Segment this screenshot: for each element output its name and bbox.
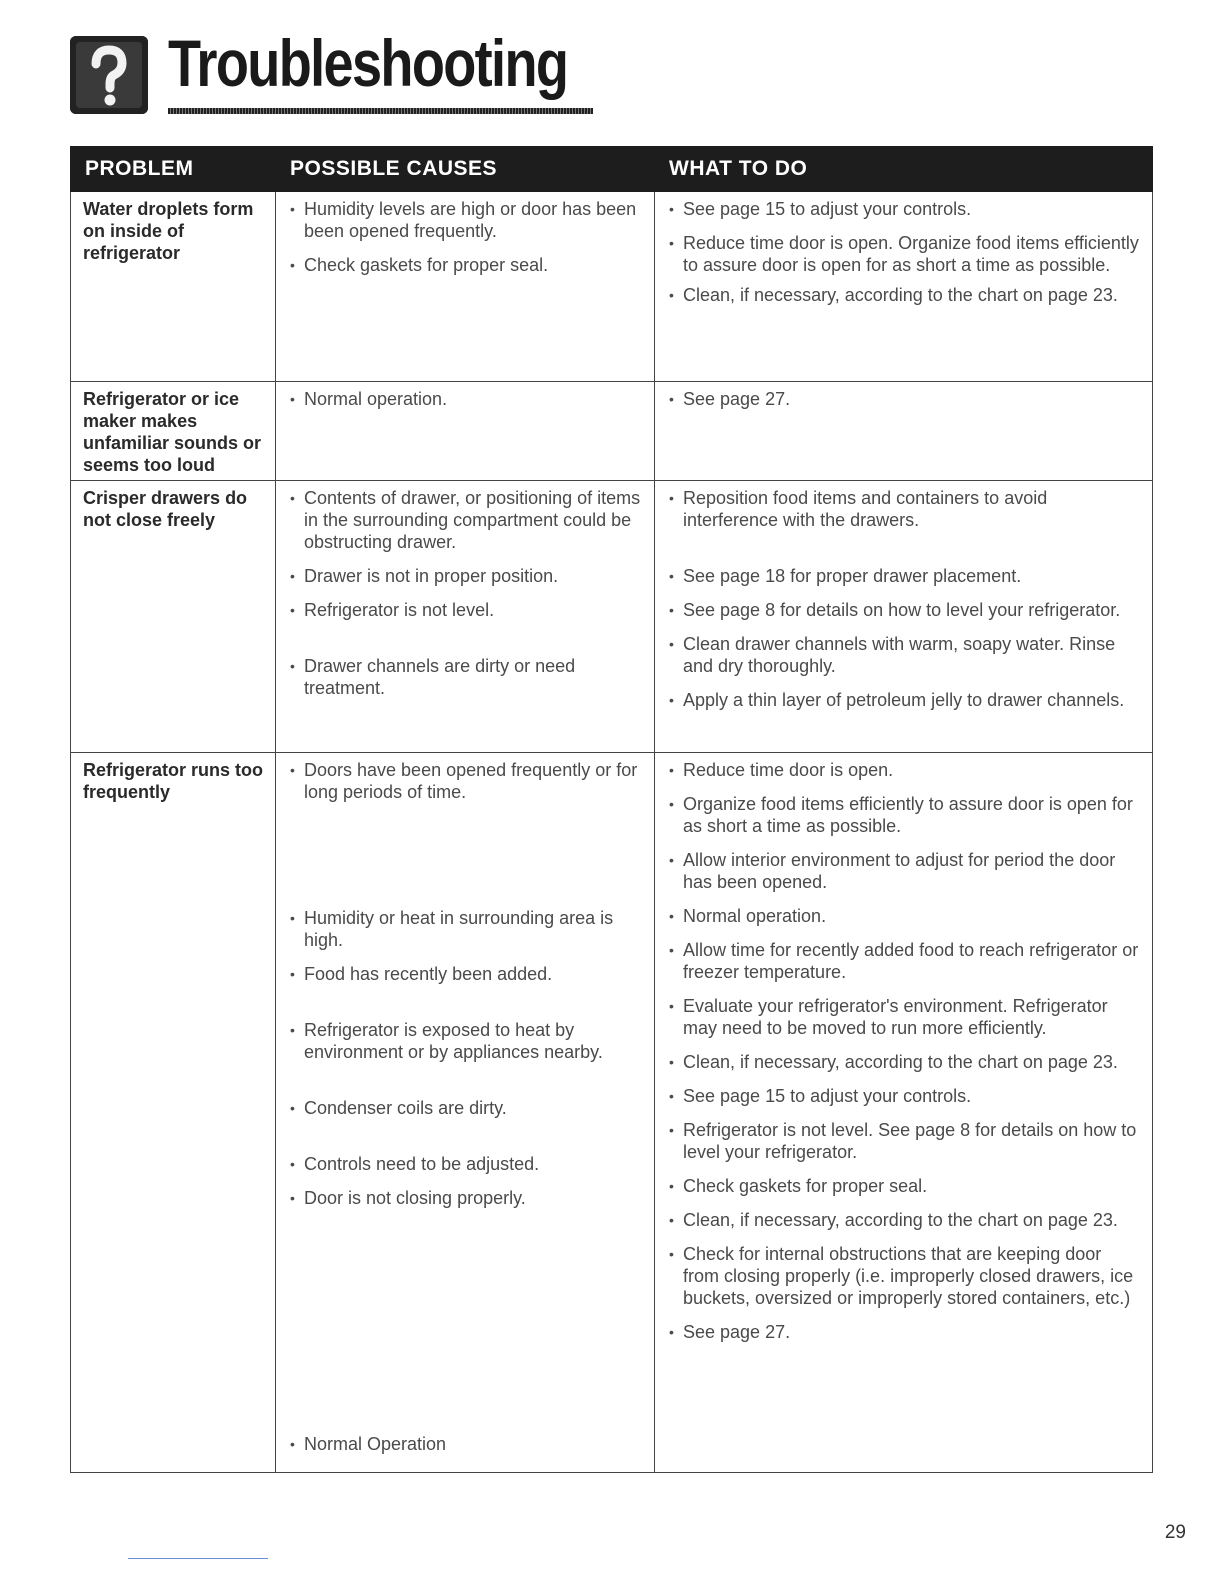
cause-item: • Drawer channels are dirty or need treatment. <box>286 655 644 699</box>
action-item: • Clean, if necessary, according to the chart on page 23. <box>665 284 1142 306</box>
problem-cell: Refrigerator runs too frequently <box>71 753 276 1473</box>
action-item: • Normal operation. <box>665 905 1142 927</box>
page-number: 29 <box>1164 1522 1186 1543</box>
cause-item: • Contents of drawer, or positioning of items in the surrounding compartment could be obstructing drawer. <box>286 487 644 553</box>
action-item: • Check gaskets for proper seal. <box>665 1175 1142 1197</box>
actions-cell <box>655 481 1153 753</box>
actions-list <box>665 198 1142 306</box>
cause-item: • Condenser coils are dirty. <box>286 1097 644 1119</box>
cause-item: • Door is not closing properly. <box>286 1187 644 1209</box>
cause-item: • Refrigerator is not level. <box>286 599 644 621</box>
cause-item: • Normal Operation <box>286 1433 644 1455</box>
problem-cell: Refrigerator or ice maker makes unfamiliar sounds or seems too loud <box>71 382 276 481</box>
action-item: • Clean drawer channels with warm, soapy water. Rinse and dry thoroughly. <box>665 633 1142 677</box>
cause-item: • Refrigerator is exposed to heat by environment or by appliances nearby. <box>286 1019 644 1063</box>
page-title: Troubleshooting <box>168 26 568 100</box>
actions-list <box>665 487 1142 711</box>
action-item: • See page 27. <box>665 388 1142 410</box>
actions-cell <box>655 382 1153 481</box>
cause-item: • Controls need to be adjusted. <box>286 1153 644 1175</box>
action-item: • See page 8 for details on how to level your refrigerator. <box>665 599 1142 621</box>
cause-item: • Doors have been opened frequently or for long periods of time. <box>286 759 644 803</box>
action-item: • See page 15 to adjust your controls. <box>665 198 1142 220</box>
table-row <box>71 382 1153 481</box>
action-item: • See page 18 for proper drawer placement. <box>665 565 1142 587</box>
problem-cell: Crisper drawers do not close freely <box>71 481 276 753</box>
actions-cell <box>655 753 1153 1473</box>
footer-rule <box>128 1558 268 1559</box>
table-body <box>71 192 1153 1473</box>
question-mark-icon <box>70 36 148 114</box>
troubleshooting-table <box>70 146 1153 1473</box>
actions-cell <box>655 192 1153 382</box>
cause-item: • Normal operation. <box>286 388 644 410</box>
action-item: • Clean, if necessary, according to the chart on page 23. <box>665 1209 1142 1231</box>
action-item: • Evaluate your refrigerator's environment. Refrigerator may need to be moved to run more efficiently. <box>665 995 1142 1039</box>
table-row <box>71 481 1153 753</box>
action-item: • Allow interior environment to adjust for period the door has been opened. <box>665 849 1142 893</box>
causes-cell <box>276 382 655 481</box>
table-row <box>71 753 1153 1473</box>
causes-cell <box>276 481 655 753</box>
column-header-causes: POSSIBLE CAUSES <box>276 147 655 192</box>
cause-item: • Check gaskets for proper seal. <box>286 254 644 276</box>
table-row <box>71 192 1153 382</box>
action-item: • Apply a thin layer of petroleum jelly to drawer channels. <box>665 689 1142 711</box>
problem-cell: Water droplets form on inside of refrigerator <box>71 192 276 382</box>
causes-cell <box>276 192 655 382</box>
table-header <box>71 147 1153 192</box>
actions-list <box>665 759 1142 1343</box>
causes-list <box>286 198 644 276</box>
action-item: • Allow time for recently added food to reach refrigerator or freezer temperature. <box>665 939 1142 983</box>
action-item: • Refrigerator is not level. See page 8 for details on how to level your refrigerator. <box>665 1119 1142 1163</box>
action-item: • Check for internal obstructions that are keeping door from closing properly (i.e. improperly closed drawers, ice buckets, oversized or improperly stored containers, etc.) <box>665 1243 1142 1309</box>
action-item: • See page 27. <box>665 1321 1142 1343</box>
column-header-problem: PROBLEM <box>71 147 276 192</box>
action-item: • Organize food items efficiently to assure door is open for as short a time as possible. <box>665 793 1142 837</box>
column-header-actions: WHAT TO DO <box>655 147 1153 192</box>
cause-item: • Drawer is not in proper position. <box>286 565 644 587</box>
actions-list <box>665 388 1142 410</box>
causes-list <box>286 388 644 410</box>
causes-list <box>286 759 644 1455</box>
action-item: • Reduce time door is open. Organize food items efficiently to assure door is open for as short a time as possible. <box>665 232 1142 276</box>
action-item: • Reduce time door is open. <box>665 759 1142 781</box>
title-underline <box>168 108 593 114</box>
cause-item: • Food has recently been added. <box>286 963 644 985</box>
action-item: • Reposition food items and containers to avoid interference with the drawers. <box>665 487 1142 531</box>
action-item: • See page 15 to adjust your controls. <box>665 1085 1142 1107</box>
action-item: • Clean, if necessary, according to the chart on page 23. <box>665 1051 1142 1073</box>
causes-cell <box>276 753 655 1473</box>
causes-list <box>286 487 644 699</box>
cause-item: • Humidity or heat in surrounding area is high. <box>286 907 644 951</box>
cause-item: • Humidity levels are high or door has been been opened frequently. <box>286 198 644 242</box>
